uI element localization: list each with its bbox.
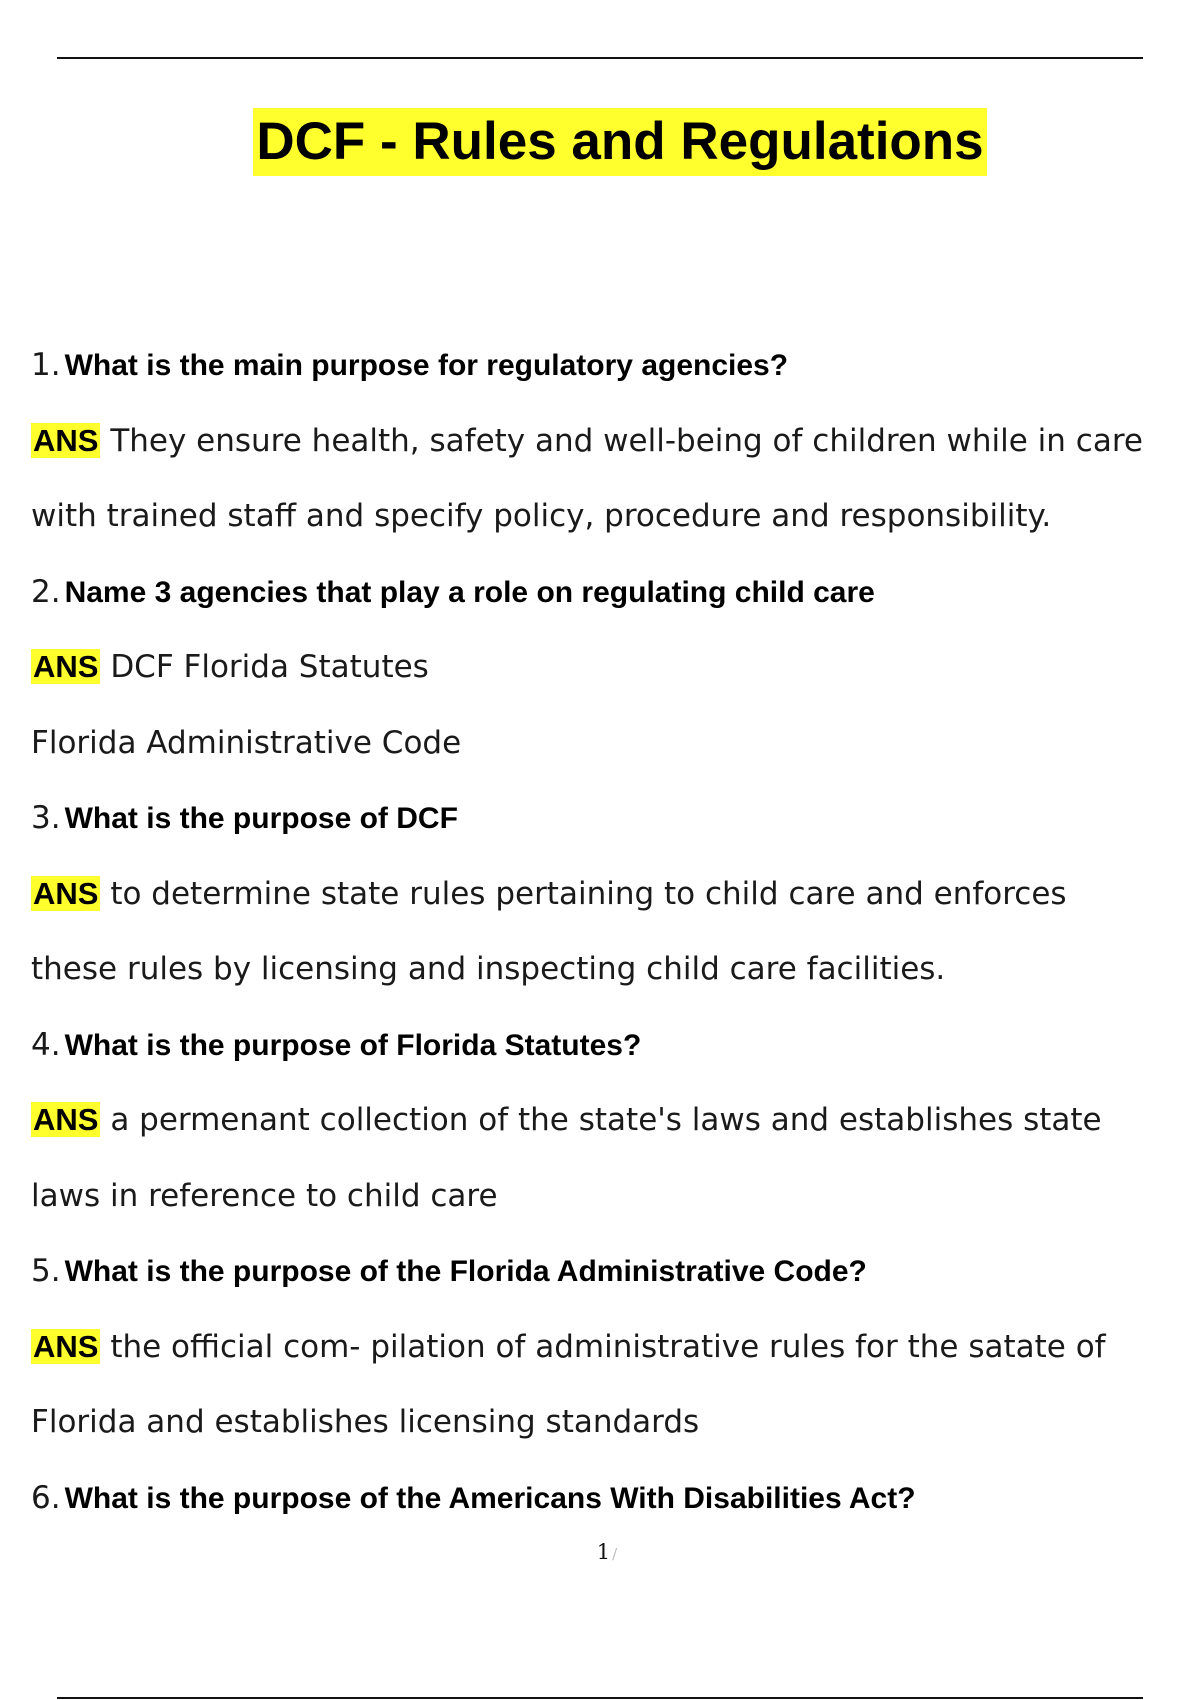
question-5 (31, 1241, 1196, 1317)
ans-label: ANS (33, 1328, 99, 1364)
question-text: What is the purpose of DCF (64, 802, 458, 835)
answer-text: DCF Florida Statutes (110, 649, 429, 685)
question-3 (31, 788, 1196, 864)
question-1 (31, 335, 1196, 411)
answer-text: to determine state rules pertaining to child care and enforces (110, 875, 1067, 912)
top-divider (57, 57, 1143, 59)
answer-5-line-1 (31, 1317, 1196, 1393)
question-number: 1. (31, 347, 61, 383)
question-number: 6. (31, 1479, 61, 1516)
ans-label: ANS (33, 1102, 99, 1137)
question-number: 3. (31, 800, 61, 836)
bottom-divider (57, 1697, 1143, 1699)
question-text: What is the purpose of the Florida Administrative Code? (64, 1255, 867, 1288)
qa-list (31, 335, 1196, 1543)
answer-4-line-1 (31, 1090, 1196, 1166)
question-text: What is the main purpose for regulatory agencies? (64, 349, 789, 382)
answer-text: these rules by licensing and inspecting child care facilities. (31, 951, 946, 987)
question-2 (31, 562, 1196, 638)
answer-1-line-2 (31, 486, 1196, 562)
question-text: What is the purpose of Florida Statutes? (64, 1028, 642, 1062)
answer-text: They ensure health, safety and well-being of children while in care (110, 422, 1143, 459)
answer-text: laws in reference to child care (31, 1177, 498, 1214)
ans-label: ANS (33, 649, 99, 684)
page-separator: / (612, 1545, 618, 1563)
question-6 (31, 1468, 1196, 1544)
answer-text: Florida Administrative Code (31, 724, 462, 761)
ans-label: ANS (33, 875, 99, 911)
question-text: What is the purpose of the Americans With Disabilities Act? (64, 1481, 916, 1515)
page-number-value: 1 (596, 1540, 611, 1564)
answer-text: Florida and establishes licensing standards (31, 1404, 700, 1440)
question-text: Name 3 agencies that play a role on regulating child care (64, 575, 875, 609)
ans-label: ANS (33, 422, 99, 458)
answer-2-line-2 (31, 713, 1196, 789)
question-number: 5. (31, 1253, 61, 1289)
title-block (0, 108, 1200, 176)
answer-1-line-1 (31, 411, 1196, 487)
answer-2-line-1 (31, 637, 1196, 713)
question-number: 4. (31, 1026, 61, 1063)
answer-text: a permenant collection of the state's laws and establishes state (110, 1102, 1102, 1138)
answer-3-line-2 (31, 939, 1196, 1015)
answer-text: the official com- pilation of administrative rules for the satate of (110, 1328, 1106, 1365)
answer-4-line-2 (31, 1166, 1196, 1242)
answer-3-line-1 (31, 864, 1196, 940)
page-number (0, 1540, 1200, 1564)
answer-text: with trained staff and specify policy, procedure and responsibility. (31, 498, 1052, 534)
answer-5-line-2 (31, 1392, 1196, 1468)
question-number: 2. (31, 573, 61, 610)
question-4 (31, 1015, 1196, 1091)
document-title: DCF - Rules and Regulations (253, 108, 986, 176)
